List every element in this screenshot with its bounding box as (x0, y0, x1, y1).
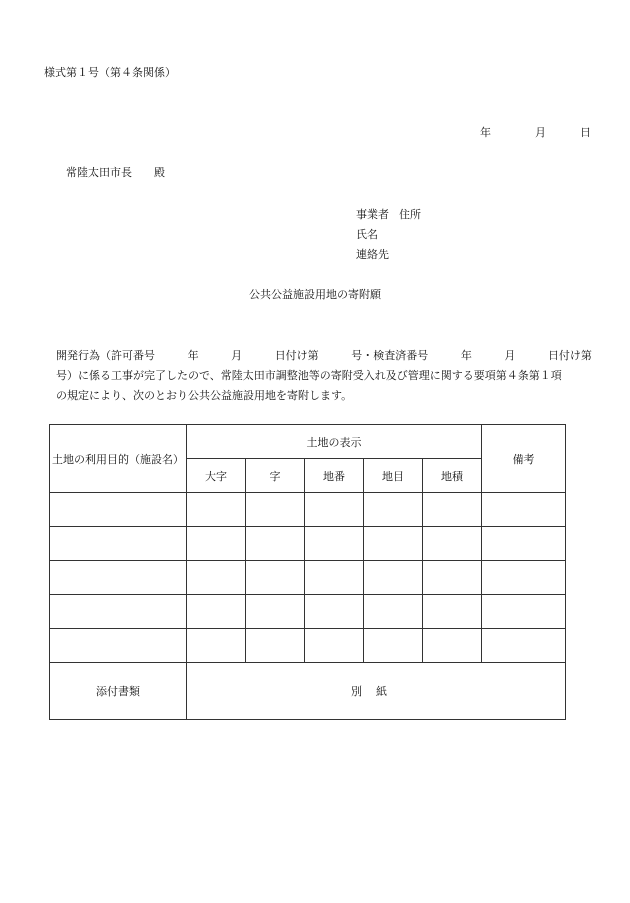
table-cell[interactable] (50, 527, 187, 561)
table-cell[interactable] (364, 561, 423, 595)
table-cell[interactable] (305, 595, 364, 629)
oaza-header: 大字 (187, 459, 246, 493)
table-cell[interactable] (50, 561, 187, 595)
lot-number-header: 地番 (305, 459, 364, 493)
table-cell[interactable] (50, 595, 187, 629)
name-label: 氏名 (356, 228, 378, 241)
table-cell[interactable] (187, 561, 246, 595)
addressee-name: 常陸太田市長 (66, 166, 132, 179)
table-cell[interactable] (423, 493, 482, 527)
date-day-label: 日 (580, 126, 591, 139)
attachments-value (187, 663, 566, 720)
body-part: 日付け第 (547, 349, 592, 362)
body-text (56, 346, 592, 406)
table-cell[interactable] (187, 595, 246, 629)
table-cell[interactable] (187, 493, 246, 527)
table-cell[interactable] (246, 629, 305, 663)
table-cell[interactable] (482, 527, 566, 561)
body-line-3: の規定により、次のとおり公共公益施設用地を寄附します。 (56, 389, 353, 402)
land-display-header: 土地の表示 (187, 425, 482, 459)
body-part: 月 (504, 349, 516, 362)
date-month-label: 月 (535, 126, 546, 139)
contact-label: 連絡先 (356, 248, 389, 261)
attachments-label: 添付書類 (50, 663, 187, 720)
applicant-address-row (356, 208, 421, 228)
body-line-2: 号）に係る工事が完了したので、常陸太田市調整池等の寄附受入れ及び管理に関する要項第４条第１項 (56, 369, 562, 382)
body-part: 年 (460, 349, 472, 362)
table-cell[interactable] (482, 629, 566, 663)
form-number: 様式第１号（第４条関係） (44, 66, 176, 79)
table-cell[interactable] (305, 493, 364, 527)
addressee-honorific: 殿 (154, 166, 165, 179)
table-cell[interactable] (482, 561, 566, 595)
date-year-label: 年 (480, 126, 491, 139)
body-part: 号・検査済番号 (351, 349, 429, 362)
applicant-block (356, 208, 421, 268)
applicant-contact-row (356, 248, 421, 268)
table-row (50, 595, 566, 629)
body-part: 開発行為（許可番号 (56, 349, 155, 362)
table-cell[interactable] (187, 527, 246, 561)
body-part: 日付け第 (274, 349, 319, 362)
table-cell[interactable] (423, 527, 482, 561)
table-row (50, 561, 566, 595)
table-cell[interactable] (305, 527, 364, 561)
remarks-header: 備考 (482, 425, 566, 493)
table-cell[interactable] (50, 493, 187, 527)
table-cell[interactable] (423, 629, 482, 663)
land-table (49, 424, 566, 720)
table-cell[interactable] (305, 629, 364, 663)
land-category-header: 地目 (364, 459, 423, 493)
table-cell[interactable] (423, 561, 482, 595)
table-cell[interactable] (423, 595, 482, 629)
attachments-row (50, 663, 566, 720)
table-cell[interactable] (364, 629, 423, 663)
table-row (50, 493, 566, 527)
table-cell[interactable] (246, 527, 305, 561)
aza-header: 字 (246, 459, 305, 493)
table-cell[interactable] (364, 527, 423, 561)
area-header: 地積 (423, 459, 482, 493)
table-cell[interactable] (364, 493, 423, 527)
table-cell[interactable] (482, 493, 566, 527)
table-cell[interactable] (187, 629, 246, 663)
date-line (480, 126, 591, 140)
purpose-header: 土地の利用目的（施設名） (50, 425, 187, 493)
body-part: 年 (187, 349, 199, 362)
table-cell[interactable] (246, 493, 305, 527)
body-part: 月 (231, 349, 243, 362)
addressee (66, 166, 165, 180)
business-label: 事業者 (356, 208, 389, 221)
address-label: 住所 (399, 208, 421, 221)
table-header-row (50, 425, 566, 459)
table-cell[interactable] (364, 595, 423, 629)
table-row (50, 527, 566, 561)
document-title: 公共公益施設用地の寄附願 (249, 288, 381, 301)
body-line-1 (56, 346, 592, 366)
applicant-name-row (356, 228, 421, 248)
attachments-value-text: 別紙 (351, 685, 402, 698)
table-cell[interactable] (246, 595, 305, 629)
table-cell[interactable] (305, 561, 364, 595)
table-row (50, 629, 566, 663)
table-cell[interactable] (482, 595, 566, 629)
table-cell[interactable] (246, 561, 305, 595)
table-cell[interactable] (50, 629, 187, 663)
